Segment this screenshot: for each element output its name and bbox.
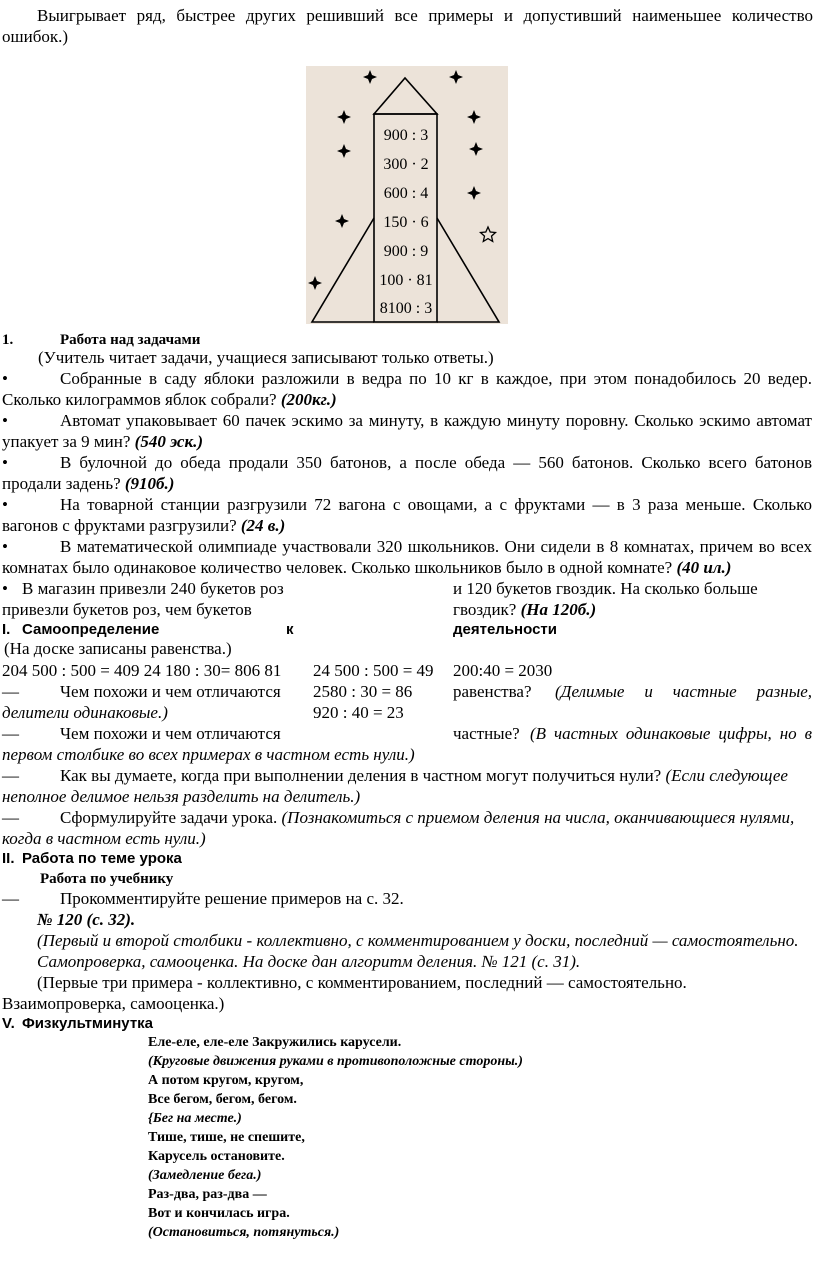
- task-5-line-2: [2, 558, 731, 578]
- section-title-mid: к: [286, 621, 294, 638]
- task-1-answer: (200кг.): [280, 390, 337, 409]
- task-6-answer: (На 120б.): [520, 600, 597, 619]
- bullet: •: [2, 537, 8, 556]
- star-icon: [449, 70, 463, 84]
- dash: —: [2, 682, 19, 701]
- bullet: •: [2, 369, 8, 388]
- intro-line-2: ошибок.): [2, 27, 69, 46]
- poem-line: Все бегом, бегом, бегом.: [148, 1092, 297, 1107]
- answer-2: (В частных одинаковые цифры, но в: [530, 724, 812, 743]
- poem-line: (Замедление бега.): [148, 1168, 262, 1183]
- question-4-text: Сформулируйте задачи урока.: [60, 808, 278, 827]
- rocket-nose: [374, 78, 437, 114]
- exercise-ref: № 120 (с. 32).: [37, 910, 136, 929]
- topic-italic-1: (Первый и второй столбики - коллективно, с комментированием у доски, последний — самостоятельно.: [37, 931, 799, 950]
- section-title: Физкультминутка: [22, 1015, 154, 1032]
- poem-line: (Круговые движения руками в противоположные стороны.): [148, 1054, 523, 1069]
- question-1-left: Чем похожи и чем отличаются: [60, 682, 281, 701]
- board-note: (На доске записаны равенства.): [4, 639, 232, 658]
- section-title: Работа над задачами: [60, 332, 201, 348]
- answer-1: (Делимые и частные разные,: [555, 682, 812, 701]
- rocket-example: 100 · 81: [379, 272, 433, 289]
- answer-1-cont: делители одинаковые.): [2, 703, 168, 722]
- task-2-line-2: [2, 432, 203, 452]
- poem-line: Тише, тише, не спешите,: [148, 1130, 305, 1145]
- question-2-left: Чем похожи и чем отличаются: [60, 724, 281, 743]
- star-icon: [335, 214, 349, 228]
- task-6-right-2: [453, 600, 596, 620]
- poem-line: {Бег на месте.): [148, 1111, 242, 1126]
- rocket-right-fin: [437, 218, 499, 322]
- question-3: [60, 766, 788, 786]
- star-icon: [337, 110, 351, 124]
- task-2-line-1: Автомат упаковывает 60 пачек эскимо за минуту, в каждую минуту поровну. Сколько эскимо автомат: [60, 411, 812, 430]
- topic-question: Прокомментируйте решение примеров на с. 32.: [60, 889, 404, 908]
- equation-column-1: 204 500 : 500 = 409 24 180 : 30= 806 81: [2, 661, 282, 680]
- section-title: Работа по теме урока: [22, 850, 182, 867]
- bullet: •: [2, 579, 8, 598]
- rocket-example: 600 : 4: [383, 185, 429, 202]
- equation: 920 : 40 = 23: [313, 703, 404, 722]
- rocket-example: 900 : 9: [383, 243, 429, 260]
- equation: 2580 : 30 = 86: [313, 682, 413, 701]
- poem-line: (Остановиться, потянуться.): [148, 1225, 340, 1240]
- section-number: 1.: [2, 332, 14, 348]
- star-icon: [467, 186, 481, 200]
- section-title: Самоопределение: [22, 621, 160, 638]
- task-6-left-2: привезли букетов роз, чем букетов: [2, 600, 252, 619]
- poem-line: Вот и кончилась игра.: [148, 1206, 290, 1221]
- equation: 24 500 : 500 = 49: [313, 661, 434, 680]
- bullet: •: [2, 411, 8, 430]
- topic-italic-2: Самопроверка, самооценка. На доске дан алгоритм деления. № 121 (с. 31).: [37, 952, 581, 971]
- rocket-example: 900 : 3: [383, 127, 429, 144]
- poem-line: Еле-еле, еле-еле Закружились карусели.: [148, 1035, 402, 1050]
- section-number: V.: [2, 1015, 15, 1032]
- poem-line: Карусель остановите.: [148, 1149, 285, 1164]
- task-3-text: продали задень?: [2, 474, 121, 493]
- task-3-answer: (910б.): [124, 474, 175, 493]
- task-4-line-1: На товарной станции разгрузили 72 вагона с овощами, а с фруктами — в 3 раза меньше. Сколько: [60, 495, 812, 514]
- question-1-right: равенства?: [453, 682, 532, 701]
- question-2-right: частные?: [453, 724, 520, 743]
- section-title-end: деятельности: [453, 621, 557, 638]
- task-5-answer: (40 ил.): [676, 558, 732, 577]
- task-5-text: комнатах было одинаковое количество человек. Сколько школьников было в одной комнате?: [2, 558, 673, 577]
- task-6-right-1: и 120 букетов гвоздик. На сколько больше: [453, 579, 758, 598]
- task-6-text: гвоздик?: [453, 600, 517, 619]
- task-1-line-2: [2, 390, 337, 410]
- task-2-text: упакует за 9 мин?: [2, 432, 131, 451]
- answer-2-cont: первом столбике во всех примерах в частном есть нули.): [2, 745, 415, 764]
- question-3-text: Как вы думаете, когда при выполнении деления в частном могут получиться нули?: [60, 766, 662, 785]
- dash: —: [2, 808, 19, 827]
- star-icon: [469, 142, 483, 156]
- rocket-figure: [306, 66, 508, 324]
- task-4-line-2: [2, 516, 285, 536]
- star-icon: [308, 276, 322, 290]
- rocket-example: 150 · 6: [383, 214, 429, 231]
- answer-4-cont: когда в частном есть нули.): [2, 829, 206, 848]
- dash: —: [2, 889, 19, 908]
- question-4: [60, 808, 794, 828]
- equation: 200:40 = 2030: [453, 661, 553, 680]
- answer-4: (Познакомиться с приемом деления на числа, оканчивающиеся нулями,: [281, 808, 795, 827]
- task-5-line-1: В математической олимпиаде участвовали 320 школьников. Они сидели в 8 комнатах, причем во всех: [60, 537, 812, 556]
- dash: —: [2, 766, 19, 785]
- answer-3-cont: неполное делимое нельзя разделить на делитель.): [2, 787, 361, 806]
- answer-3: (Если следующее: [665, 766, 788, 785]
- task-4-answer: (24 в.): [240, 516, 286, 535]
- star-icon: [363, 70, 377, 84]
- rocket-example: 300 · 2: [383, 156, 429, 173]
- rocket-example: 8100 : 3: [379, 300, 433, 317]
- dash: —: [2, 724, 19, 743]
- bullet: •: [2, 453, 8, 472]
- topic-para-1: (Первые три примера - коллективно, с комментированием, последний — самостоятельно.: [37, 973, 687, 992]
- outline-star-icon: [481, 227, 496, 241]
- section-number: II.: [2, 850, 15, 867]
- star-icon: [467, 110, 481, 124]
- task-2-answer: (540 эск.): [134, 432, 203, 451]
- subsection-title: Работа по учебнику: [40, 871, 174, 887]
- star-icon: [337, 144, 351, 158]
- task-1-line-1: Собранные в саду яблоки разложили в ведра по 10 кг в каждое, при этом понадобилось 20 ведер.: [60, 369, 812, 388]
- topic-para-2: Взаимопроверка, самооценка.): [2, 994, 225, 1013]
- intro-line-1: Выигрывает ряд, быстрее других решивший все примеры и допустивший наименьшее количество: [37, 6, 813, 25]
- rocket-left-fin: [312, 218, 374, 322]
- poem-line: Раз-два, раз-два —: [148, 1187, 267, 1202]
- task-3-line-1: В булочной до обеда продали 350 батонов, а после обеда — 560 батонов. Сколько всего батонов: [60, 453, 812, 472]
- poem-line: А потом кругом, кругом,: [148, 1073, 304, 1088]
- section-number: I.: [2, 621, 11, 638]
- task-3-line-2: [2, 474, 174, 494]
- task-4-text: вагонов с фруктами разгрузили?: [2, 516, 237, 535]
- section-note: (Учитель читает задачи, учащиеся записывают только ответы.): [38, 348, 494, 367]
- task-6-left-1: В магазин привезли 240 букетов роз: [22, 579, 284, 598]
- bullet: •: [2, 495, 8, 514]
- task-1-text: Сколько килограммов яблок собрали?: [2, 390, 277, 409]
